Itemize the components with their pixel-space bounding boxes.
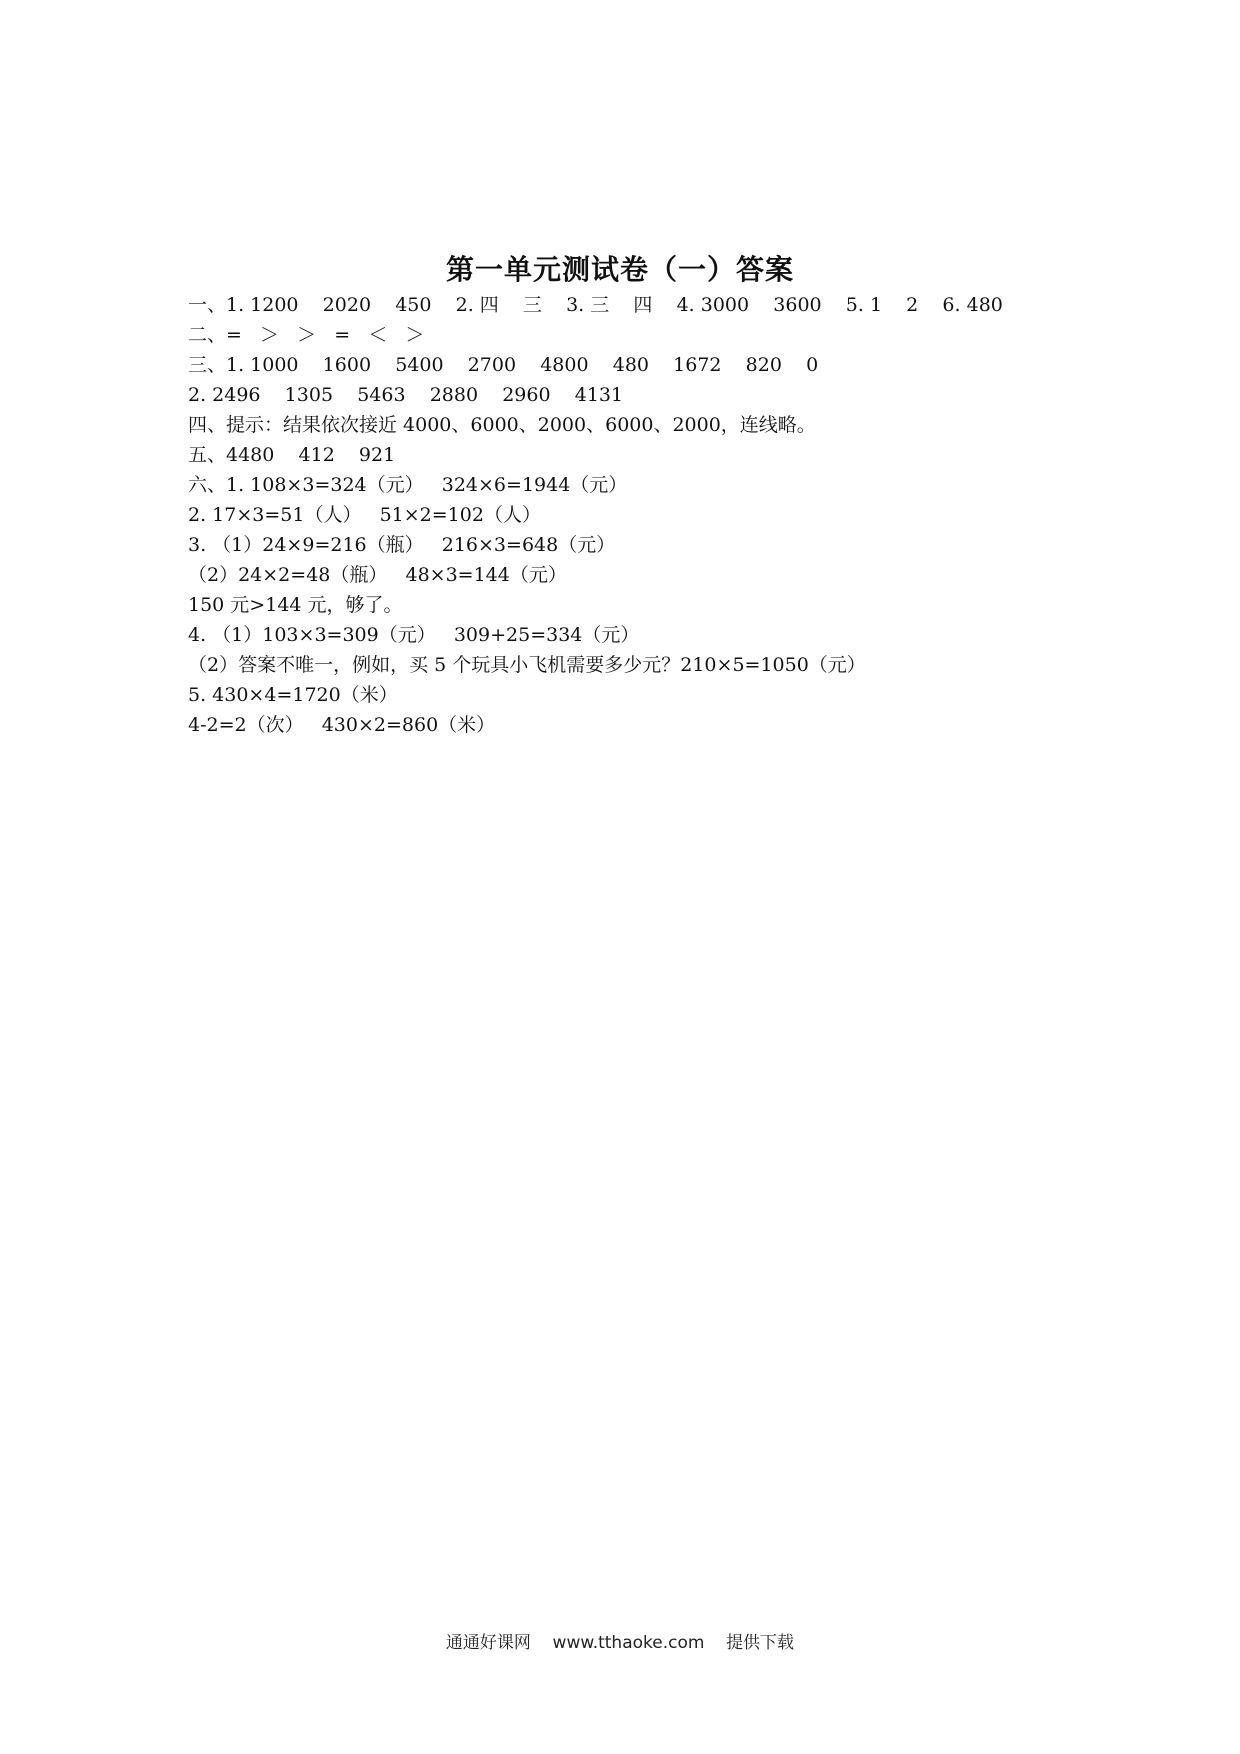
answer-line-12: 4. （1）103×3=309（元） 309+25=334（元） <box>188 624 640 646</box>
answer-line-14: 5. 430×4=1720（米） <box>188 684 398 706</box>
answer-line-15: 4-2=2（次） 430×2=860（米） <box>188 714 496 736</box>
answer-list <box>188 290 1148 740</box>
answer-line-11: 150 元>144 元，够了。 <box>188 594 403 616</box>
answer-line-8: 2. 17×3=51（人） 51×2=102（人） <box>188 504 541 526</box>
answer-line-3: 三、1. 1000 1600 5400 2700 4800 480 1672 820 0 <box>188 354 819 376</box>
footer-url[interactable]: www.tthaoke.com <box>552 1633 705 1653</box>
answer-line-6: 五、4480 412 921 <box>188 444 396 466</box>
answer-line-7: 六、1. 108×3=324（元） 324×6=1944（元） <box>188 474 628 496</box>
answer-line-1: 一、1. 1200 2020 450 2. 四 三 3. 三 四 4. 3000 3600 5. 1 2 6. 480 <box>188 294 1003 316</box>
footer-site-name: 通通好课网 <box>445 1633 531 1653</box>
document-title: 第一单元测试卷（一）答案 <box>445 253 794 286</box>
answer-line-9: 3. （1）24×9=216（瓶） 216×3=648（元） <box>188 534 616 556</box>
answer-line-2: 二、= ＞ ＞ = ＜ ＞ <box>188 324 425 346</box>
answer-line-5: 四、提示：结果依次接近 4000、6000、2000、6000、2000，连线略。 <box>188 414 816 436</box>
footer-watermark <box>0 1628 1240 1653</box>
answer-line-10: （2）24×2=48（瓶） 48×3=144（元） <box>188 564 567 586</box>
answer-line-4: 2. 2496 1305 5463 2880 2960 4131 <box>188 384 624 406</box>
answer-line-13: （2）答案不唯一，例如，买 5 个玩具小飞机需要多少元？210×5=1050（元） <box>188 654 866 676</box>
footer-suffix: 提供下载 <box>726 1633 795 1653</box>
